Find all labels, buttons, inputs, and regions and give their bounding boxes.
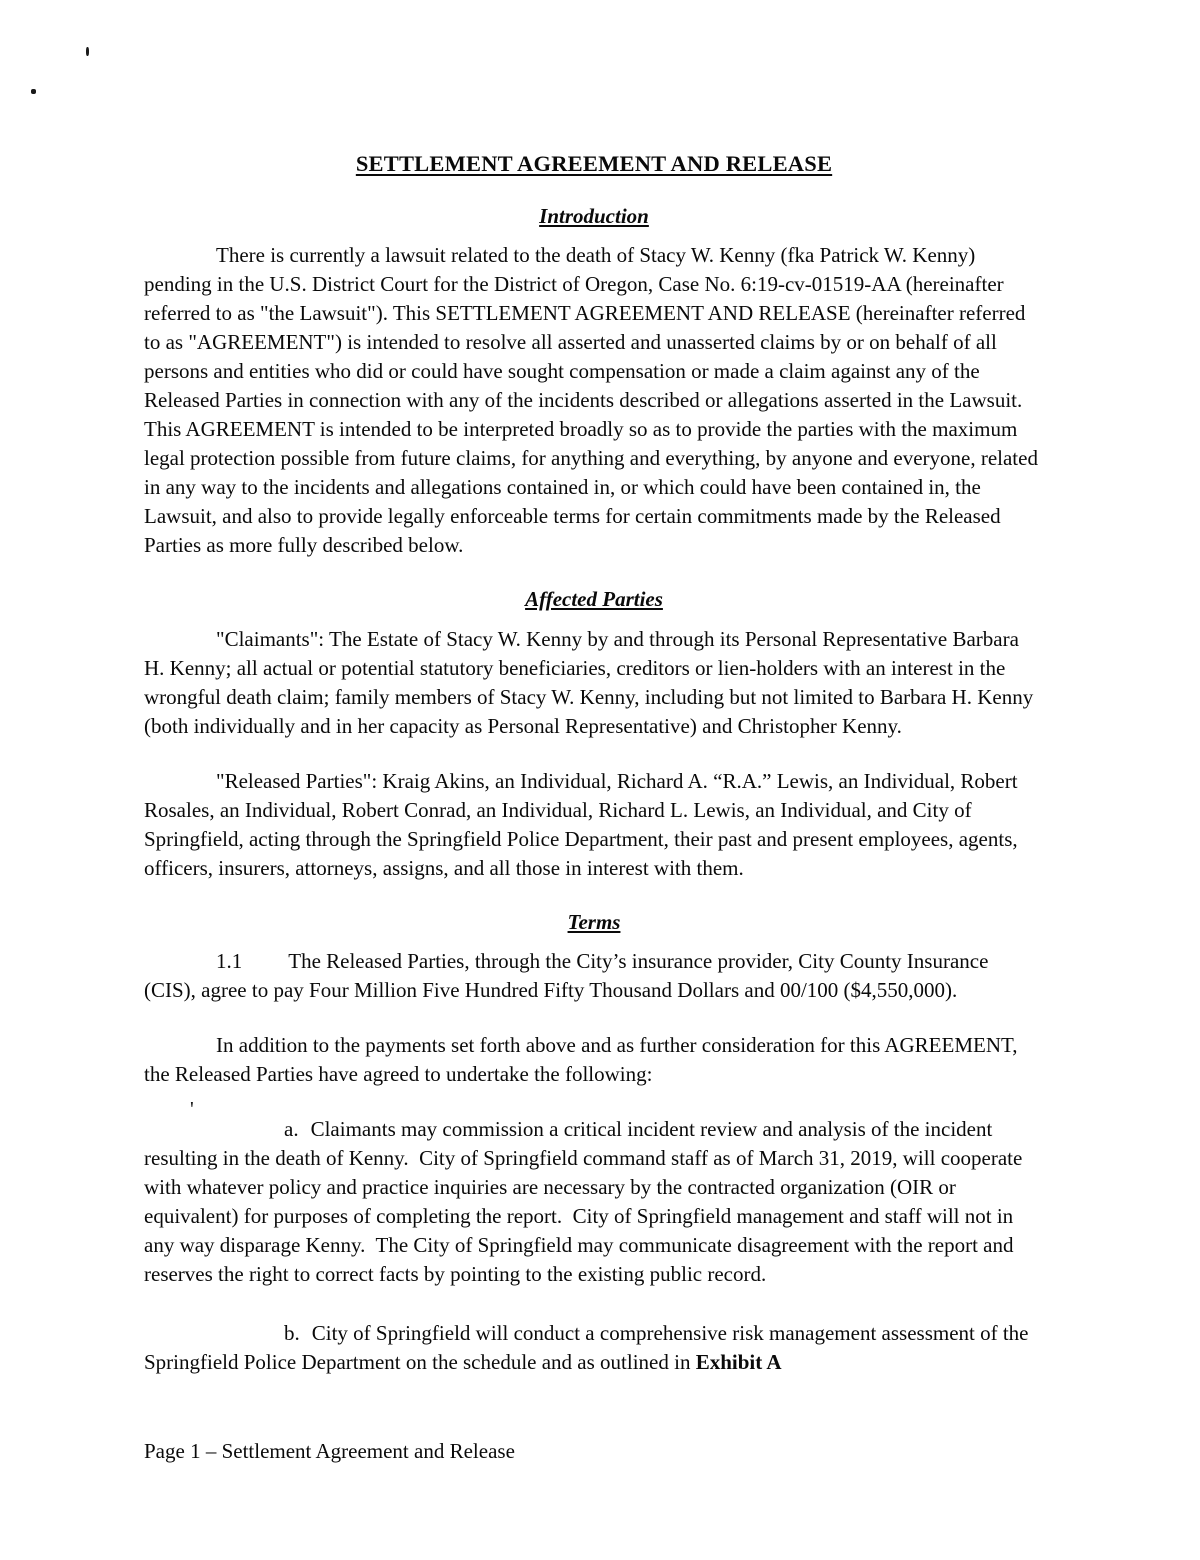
clause-1-1-text: The Released Parties, through the City’s insurance provider, City County Insurance (CIS), agree to pay Four Million Five Hundred Fifty Thousand Dollars and 00/100 ($4,550,000). bbox=[144, 948, 994, 1002]
spacer bbox=[144, 1089, 1044, 1115]
page-footer: Page 1 – Settlement Agreement and Release bbox=[144, 1439, 515, 1463]
list-item-b-label: b. bbox=[284, 1320, 300, 1345]
spacer bbox=[144, 935, 1044, 947]
document-body bbox=[144, 150, 1044, 1377]
scan-artifact-speck-lower bbox=[31, 89, 36, 94]
released-parties-paragraph: "Released Parties": Kraig Akins, an Individual, Richard A. “R.A.” Lewis, an Individual, Robert Rosales, an Individual, Robert Conrad, an Individual, Richard L. Lewis, an Individual, and City of Springfield, acting through the Springfield Police Department, their past and present employees, agents, officers, insurers, attorneys, assigns, and all those in interest with them. bbox=[144, 768, 1023, 880]
spacer bbox=[144, 1289, 1044, 1319]
list-item-a bbox=[144, 1115, 1044, 1289]
introduction-paragraph: There is currently a lawsuit related to the death of Stacy W. Kenny (fka Patrick W. Kenny) pending in the U.S. District Court for the District of Oregon, Case No. 6:19-cv-01519-AA (hereinafter referred to as "the Lawsuit"). This SETTLEMENT AGREEMENT AND RELEASE (hereinafter referred to as "AGREEMENT") is intended to resolve all asserted and unasserted claims by or on behalf of all persons and entities who did or could have sought compensation or made a claim against any of the Released Parties in connection with any of the incidents described or allegations asserted in the Lawsuit. This AGREEMENT is intended to be interpreted broadly so as to provide the parties with the maximum legal protection possible from future claims, for anything and everything, by anyone and everyone, related in any way to the incidents and allegations contained in, or which could have been contained in, the Lawsuit, and also to provide legally enforceable terms for certain commitments made by the Released Parties as more fully described below. bbox=[144, 243, 1044, 558]
page-title: SETTLEMENT AGREEMENT AND RELEASE bbox=[355, 151, 833, 176]
spacer bbox=[144, 741, 1044, 767]
spacer bbox=[144, 1005, 1044, 1031]
spacer bbox=[144, 229, 1044, 241]
list-item-a-label: a. bbox=[284, 1116, 299, 1141]
claimants-paragraph: "Claimants": The Estate of Stacy W. Kenny by and through its Personal Representative Barbara H. Kenny; all actual or potential statutory beneficiaries, creditors or lien-holders with an interest in the wrongful death claim; family members of Stacy W. Kenny, including but not limited to Barbara H. Kenny (both individually and in her capacity as Personal Representative) and Christopher Kenny. bbox=[144, 626, 1039, 738]
spacer bbox=[144, 560, 1044, 586]
clause-1-1 bbox=[144, 947, 1044, 1005]
list-item-b-text: City of Springfield will conduct a comprehensive risk management assessment of the Springfield Police Department on the schedule and as outlined in bbox=[144, 1320, 1034, 1374]
section-heading-introduction: Introduction bbox=[539, 204, 649, 228]
section-heading-affected-parties: Affected Parties bbox=[525, 587, 663, 612]
scan-artifact-speck-upper bbox=[86, 47, 89, 56]
spacer bbox=[144, 883, 1044, 909]
clause-1-1-number: 1.1 bbox=[216, 948, 243, 973]
stray-apostrophe-mark: ' bbox=[190, 1096, 194, 1121]
exhibit-a-reference: Exhibit A bbox=[695, 1349, 782, 1374]
consideration-intro-paragraph: In addition to the payments set forth above and as further consideration for this AGREEMENT, the Released Parties have agreed to undertake the following: bbox=[144, 1032, 1023, 1086]
list-item-b bbox=[144, 1319, 1044, 1377]
list-item-a-text: Claimants may commission a critical incident review and analysis of the incident resulting in the death of Kenny. City of Springfield command staff as of March 31, 2019, will cooperate with whatever policy and practice inquiries are necessary by the contracted organization (OIR or equivalent) for purposes of completing the report. City of Springfield management and staff will not in any way disparage Kenny. The City of Springfield may communicate disagreement with the report and reserves the right to correct facts by pointing to the existing public record. bbox=[144, 1116, 1028, 1286]
spacer bbox=[144, 613, 1044, 625]
section-heading-terms: Terms bbox=[567, 909, 621, 934]
